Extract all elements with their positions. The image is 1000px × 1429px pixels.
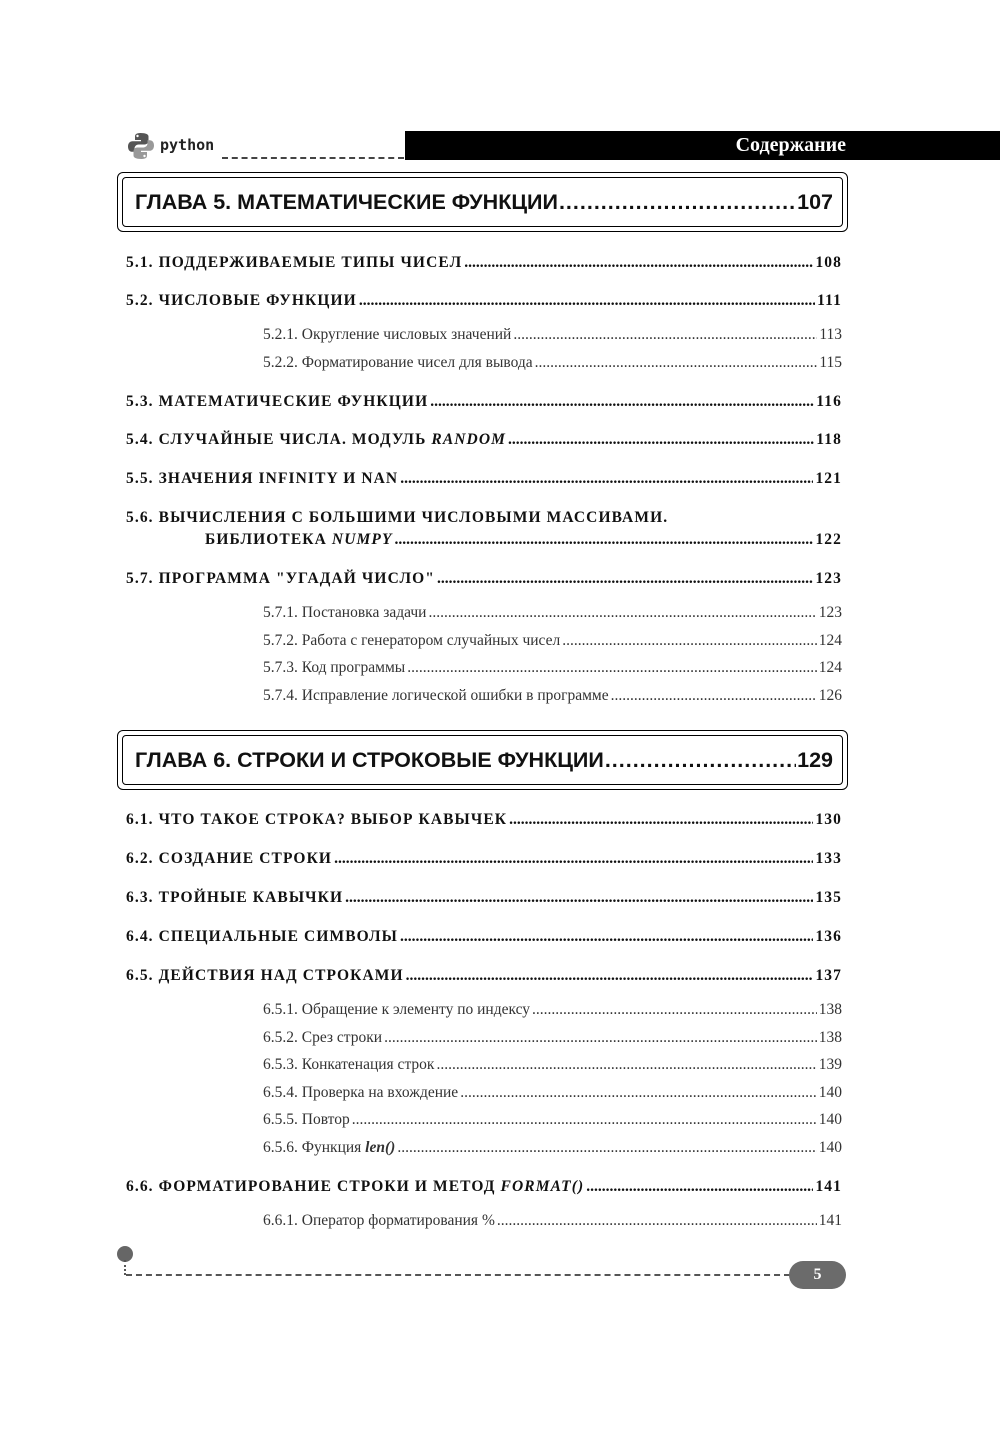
python-logo-icon [126, 131, 156, 161]
toc-subentry[interactable]: 6.5.5. Повтор ..... 140 [263, 1109, 842, 1131]
header-section-title: Содержание [735, 134, 846, 156]
chapter-label: ГЛАВА 6. СТРОКИ И СТРОКОВЫЕ ФУНКЦИИ [135, 748, 604, 772]
toc-entry[interactable]: 6.2. СОЗДАНИЕ СТРОКИ ..... 133 [126, 848, 842, 870]
toc-entry[interactable]: 5.4. СЛУЧАЙНЫЕ ЧИСЛА. МОДУЛЬ RANDOM ..... 118 [126, 429, 842, 451]
toc-entry[interactable]: 5.7. ПРОГРАММА "УГАДАЙ ЧИСЛО" ..... 123 [126, 568, 842, 590]
footer-dotted-rule [126, 1274, 790, 1276]
toc-subentry[interactable]: 6.5.2. Срез строки ..... 138 [263, 1027, 842, 1049]
toc-entry-continuation[interactable]: БИБЛИОТЕКА NUMPY ..... 122 [205, 529, 842, 551]
toc-entry[interactable]: 5.3. МАТЕМАТИЧЕСКИЕ ФУНКЦИИ ..... 116 [126, 391, 842, 413]
header-black-bar [405, 131, 1000, 160]
toc-entry[interactable]: 5.5. ЗНАЧЕНИЯ INFINITY И NAN ..... 121 [126, 468, 842, 490]
toc-subentry[interactable]: 5.2.2. Форматирование чисел для вывода ..... 115 [263, 352, 842, 374]
toc-subentry[interactable]: 6.6.1. Оператор форматирования % ..... 141 [263, 1210, 842, 1232]
toc-subentry[interactable]: 6.5.4. Проверка на вхождение ..... 140 [263, 1082, 842, 1104]
toc-entry[interactable]: 6.4. СПЕЦИАЛЬНЫЕ СИМВОЛЫ ..... 136 [126, 926, 842, 948]
chapter-page: 129 [797, 748, 833, 772]
toc-subentry[interactable]: 5.7.3. Код программы ..... 124 [263, 657, 842, 679]
footer-stem [124, 1260, 126, 1275]
page-number-badge: 5 [789, 1261, 846, 1289]
toc-subentry[interactable]: 5.2.1. Округление числовых значений ..... 113 [263, 324, 842, 346]
toc-entry[interactable]: 6.5. ДЕЙСТВИЯ НАД СТРОКАМИ ..... 137 [126, 965, 842, 987]
toc-entry[interactable]: 6.3. ТРОЙНЫЕ КАВЫЧКИ ..... 135 [126, 887, 842, 909]
toc-subentry[interactable]: 6.5.1. Обращение к элементу по индексу ..... 138 [263, 999, 842, 1021]
toc-entry[interactable]: 5.2. ЧИСЛОВЫЕ ФУНКЦИИ ..... 111 [126, 290, 842, 312]
leader-dots [605, 747, 796, 773]
header-logo-word: python [160, 136, 215, 154]
toc-subentry[interactable]: 6.5.6. Функция len() ..... 140 [263, 1137, 842, 1159]
toc-subentry[interactable]: 5.7.4. Исправление логической ошибки в программе ..... 126 [263, 685, 842, 707]
toc-entry-multiline[interactable]: 5.6. ВЫЧИСЛЕНИЯ С БОЛЬШИМИ ЧИСЛОВЫМИ МАССИВАМИ. [126, 509, 669, 526]
toc-entry[interactable]: 5.1. ПОДДЕРЖИВАЕМЫЕ ТИПЫ ЧИСЕЛ ..... 108 [126, 252, 842, 274]
toc-entry[interactable]: 6.6. ФОРМАТИРОВАНИЕ СТРОКИ И МЕТОД FORMAT() ..... 141 [126, 1176, 842, 1198]
toc-entry[interactable]: 6.1. ЧТО ТАКОЕ СТРОКА? ВЫБОР КАВЫЧЕК ..... 130 [126, 809, 842, 831]
header-dotted-rule [222, 157, 404, 159]
chapter-label: ГЛАВА 5. МАТЕМАТИЧЕСКИЕ ФУНКЦИИ [135, 190, 558, 214]
chapter-page: 107 [797, 190, 833, 214]
toc-subentry[interactable]: 6.5.3. Конкатенация строк ..... 139 [263, 1054, 842, 1076]
leader-dots [559, 189, 796, 215]
chapter-5-heading[interactable] [135, 189, 833, 215]
chapter-6-heading[interactable] [135, 747, 833, 773]
toc-subentry[interactable]: 5.7.2. Работа с генератором случайных чисел ..... 124 [263, 630, 842, 652]
toc-subentry[interactable]: 5.7.1. Постановка задачи ..... 123 [263, 602, 842, 624]
